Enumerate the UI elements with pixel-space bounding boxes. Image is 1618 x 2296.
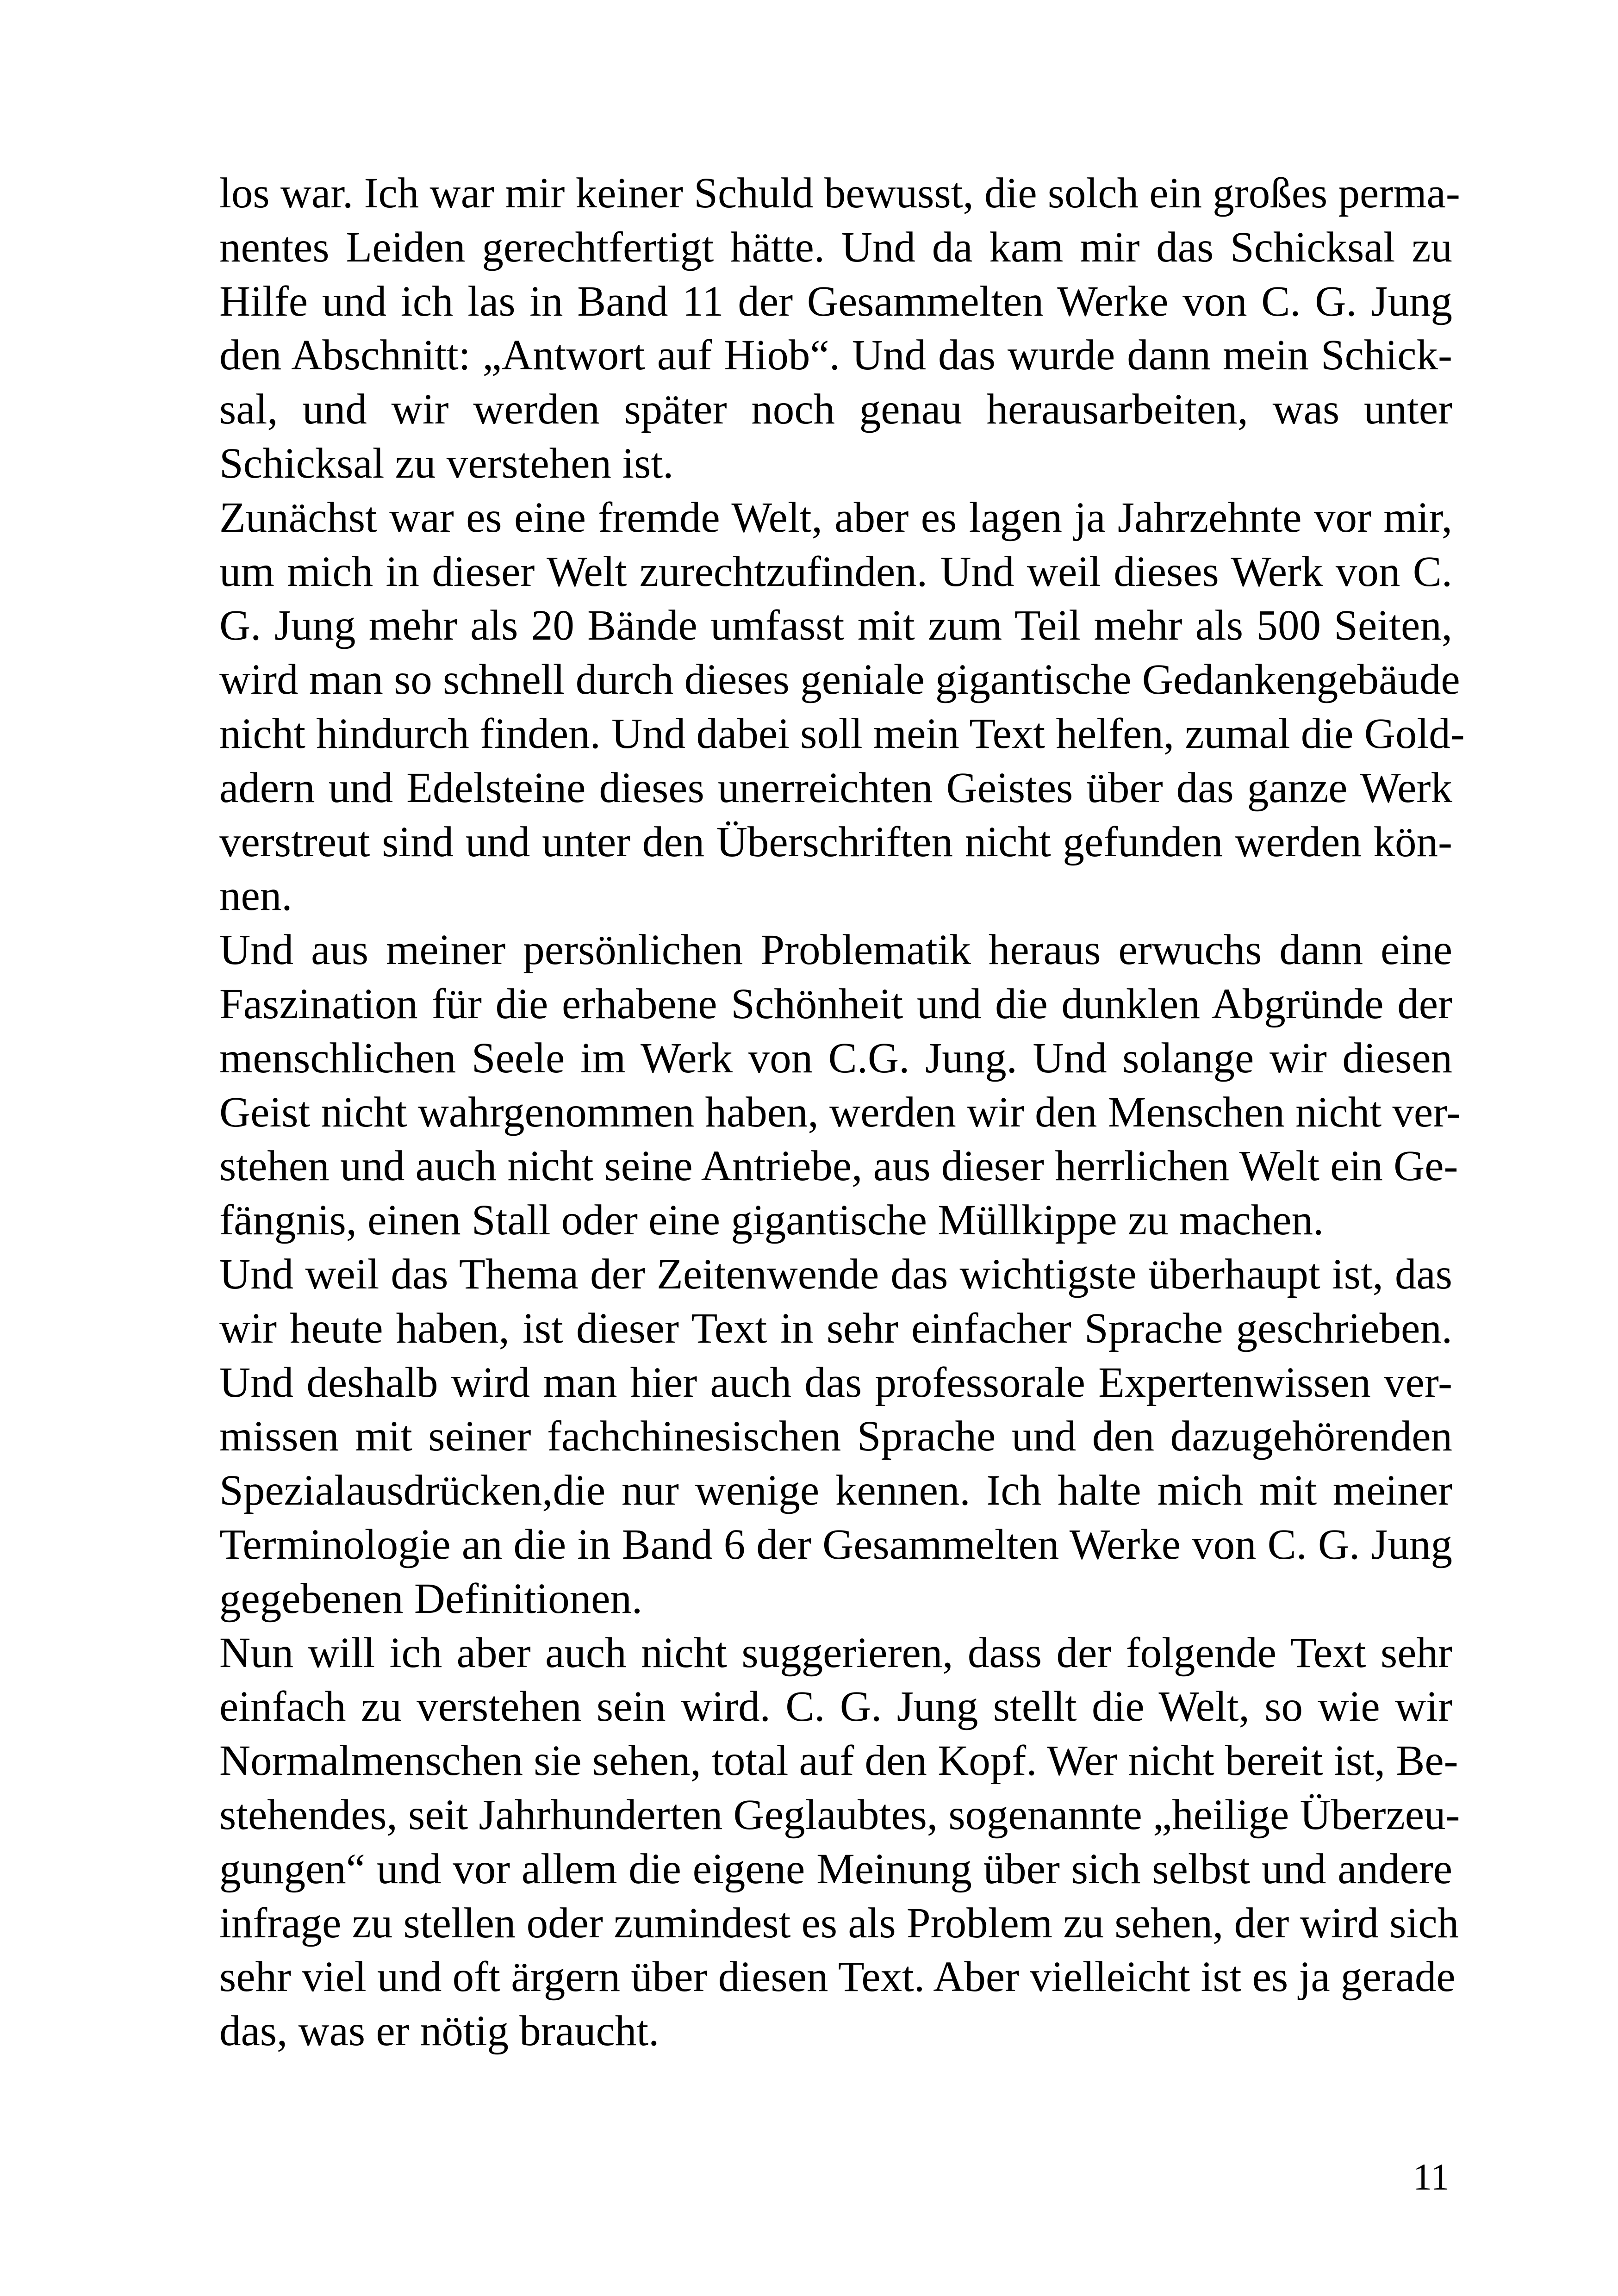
text-line: Nun will ich aber auch nicht suggerieren, dass der folgende Text sehr xyxy=(219,1629,1452,1677)
text-line: Faszination für die erhabene Schönheit und die dunklen Abgründe der xyxy=(219,980,1452,1028)
paragraph-2 xyxy=(219,491,1465,923)
text-line: gungen“ und vor allem die eigene Meinung über sich selbst und andere xyxy=(219,1845,1452,1893)
text-line: Hilfe und ich las in Band 11 der Gesammelten Werke von C. G. Jung xyxy=(219,277,1452,325)
text-line: sal, und wir werden später noch genau herausarbeiten, was unter xyxy=(219,386,1452,434)
paragraph-1 xyxy=(219,167,1460,491)
text-line: infrage zu stellen oder zumindest es als Problem zu sehen, der wird sich xyxy=(219,1899,1459,1947)
text-line: wir heute haben, ist dieser Text in sehr einfacher Sprache geschrieben. xyxy=(219,1304,1452,1352)
paragraph-5 xyxy=(219,1626,1460,2059)
text-line: wird man so schnell durch dieses geniale gigantische Gedankengebäude xyxy=(219,656,1460,704)
text-line: menschlichen Seele im Werk von C.G. Jung. Und solange wir diesen xyxy=(219,1034,1452,1082)
text-line: Und deshalb wird man hier auch das professorale Expertenwissen ver- xyxy=(219,1358,1452,1406)
text-line: Schicksal zu verstehen ist. xyxy=(219,439,674,487)
page-number: 11 xyxy=(1413,2156,1450,2198)
text-line: Terminologie an die in Band 6 der Gesammelten Werke von C. G. Jung xyxy=(219,1520,1452,1568)
text-line: fängnis, einen Stall oder eine gigantische Müllkippe zu machen. xyxy=(219,1196,1324,1244)
text-line: verstreut sind und unter den Überschriften nicht gefunden werden kön- xyxy=(219,818,1452,866)
paragraph-3 xyxy=(219,923,1461,1248)
text-line: das, was er nötig braucht. xyxy=(219,2007,660,2055)
text-line: gegebenen Definitionen. xyxy=(219,1574,643,1623)
text-line: adern und Edelsteine dieses unerreichten Geistes über das ganze Werk xyxy=(219,764,1452,812)
text-line: nentes Leiden gerechtfertigt hätte. Und da kam mir das Schicksal zu xyxy=(219,223,1452,271)
text-line: stehen und auch nicht seine Antriebe, aus dieser herrlichen Welt ein Ge- xyxy=(219,1142,1458,1190)
text-line: einfach zu verstehen sein wird. C. G. Jung stellt die Welt, so wie wir xyxy=(219,1683,1452,1731)
text-line: um mich in dieser Welt zurechtzufinden. Und weil dieses Werk von C. xyxy=(219,548,1452,596)
text-line: den Abschnitt: „Antwort auf Hiob“. Und das wurde dann mein Schick- xyxy=(219,331,1452,380)
text-line: Und aus meiner persönlichen Problematik heraus erwuchs dann eine xyxy=(219,926,1452,974)
text-line: G. Jung mehr als 20 Bände umfasst mit zum Teil mehr als 500 Seiten, xyxy=(219,602,1452,650)
text-line: nen. xyxy=(219,872,292,920)
text-line: Normalmenschen sie sehen, total auf den Kopf. Wer nicht bereit ist, Be- xyxy=(219,1737,1458,1785)
text-line: Spezialausdrücken,die nur wenige kennen. Ich halte mich mit meiner xyxy=(219,1467,1452,1515)
text-line: missen mit seiner fachchinesischen Sprache und den dazugehörenden xyxy=(219,1412,1452,1461)
text-line: Geist nicht wahrgenommen haben, werden wir den Menschen nicht ver- xyxy=(219,1088,1461,1136)
text-line: stehendes, seit Jahrhunderten Geglaubtes, sogenannte „heilige Überzeu- xyxy=(219,1791,1460,1839)
text-line: los war. Ich war mir keiner Schuld bewusst, die solch ein großes perma- xyxy=(219,169,1460,217)
text-line: Zunächst war es eine fremde Welt, aber es lagen ja Jahrzehnte vor mir, xyxy=(219,493,1452,541)
paragraph-4 xyxy=(219,1248,1452,1626)
body-text xyxy=(219,167,1465,2059)
text-line: nicht hindurch finden. Und dabei soll mein Text helfen, zumal die Gold- xyxy=(219,709,1465,758)
text-line: sehr viel und oft ärgern über diesen Text. Aber vielleicht ist es ja gerade xyxy=(219,1953,1456,2001)
text-line: Und weil das Thema der Zeitenwende das wichtigste überhaupt ist, das xyxy=(219,1250,1452,1298)
